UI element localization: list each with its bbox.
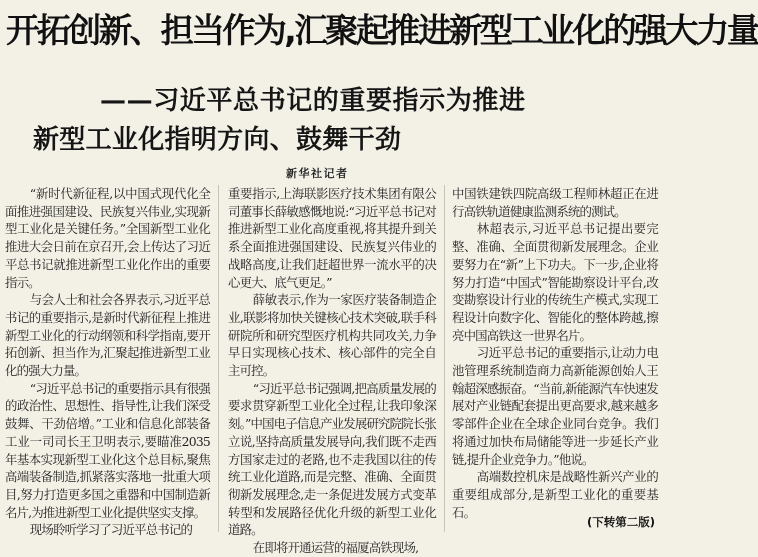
- column-divider: [444, 185, 445, 532]
- paragraph: 在即将开通运营的福厦高铁现场,: [252, 540, 419, 556]
- paragraph: 中国铁建铁四院高级工程师林超正在进行高铁轨道健康监测系统的测试。: [452, 186, 658, 219]
- continued-on-page-note[interactable]: (下转第二版): [583, 515, 655, 530]
- subtitle-line-2: 新型工业化指明方向、鼓舞干劲: [33, 125, 402, 155]
- article-column-1: [5, 185, 210, 538]
- paragraph: 现场聆听学习了习近平总书记的: [29, 522, 193, 538]
- paragraph: “习近平总书记的重要指示具有很强的政治性、思想性、指导性,让我们深受鼓舞、干劲倍增。”工业和信息化部装备工业一司司长王卫明表示,要瞄准2035年基本实现新型工业化这个总目标,聚焦高端装备制造,抓紧落实落地一批重大项目,努力打造更多国之重器和中国制造新名片,为推进新型工业化提供坚实支撑。: [5, 380, 210, 520]
- paragraph: “习近平总书记强调,把高质量发展的要求贯穿新型工业化全过程,让我印象深刻。”中国电子信息产业发展研究院院长张立说,坚持高质量发展导向,我们既不走西方国家走过的老路,也不走我国以往的传统工业化道路,而是完整、准确、全面贯彻新发展理念,走一条促进发展方式变革转型和发展路径优化升级的新型工业化道路。: [228, 380, 436, 538]
- byline: 新华社记者: [286, 167, 349, 180]
- paragraph: 重要指示,上海联影医疗技术集团有限公司董事长薛敏感慨地说:“习近平总书记对推进新型工业化高度重视,将其提升到关系全面推进强国建设、民族复兴伟业的战略高度,让我们赶超世界一流水平的决心更大、底气更足。”: [228, 186, 436, 290]
- column-divider: [218, 185, 219, 532]
- paragraph: 习近平总书记的重要指示,让动力电池管理系统制造商力高新能源创始人王翰超深感振奋。“当前,新能源汽车快速发展对产业链配套提出更高要求,越来越多零部件企业在全球企业同台竞争。我们将通过加快布局储能等进一步延长产业链,提升企业竞争力。”他说。: [452, 345, 658, 467]
- article-column-3: [452, 185, 658, 532]
- headline: 开拓创新、担当作为,汇聚起推进新型工业化的强大力量: [6, 11, 758, 50]
- paragraph: “新时代新征程,以中国式现代化全面推进强国建设、民族复兴伟业,实现新型工业化是关键任务。”全国新型工业化推进大会日前在京召开,会上传达了习近平总书记就推进新型工业化作出的重要指示。: [5, 186, 210, 290]
- paragraph: 与会人士和社会各界表示,习近平总书记的重要指示,是新时代新征程上推进新型工业化的行动纲领和科学指南,要开拓创新、担当作为,汇聚起推进新型工业化的强大力量。: [5, 292, 210, 379]
- article-column-2: [228, 185, 436, 556]
- paragraph: 林超表示,习近平总书记提出要完整、准确、全面贯彻新发展理念。企业要努力在“新”上下功夫。下一步,企业将努力打造“中国式”智能勘察设计平台,改变勘察设计行业的传统生产模式,实现工程设计向数字化、智能化的整体跨越,擦亮中国高铁这一世界名片。: [452, 221, 658, 343]
- subtitle-line-1: ——习近平总书记的重要指示为推进: [100, 86, 526, 116]
- paragraph: 薛敏表示,作为一家医疗装备制造企业,联影将加快关键核心技术突破,联手科研院所和研究型医疗机构共同攻关,力争早日实现核心技术、核心部件的完全自主可控。: [228, 292, 436, 379]
- paragraph: 高端数控机床是战略性新兴产业的重要组成部分,是新型工业化的重要基石。: [452, 469, 658, 520]
